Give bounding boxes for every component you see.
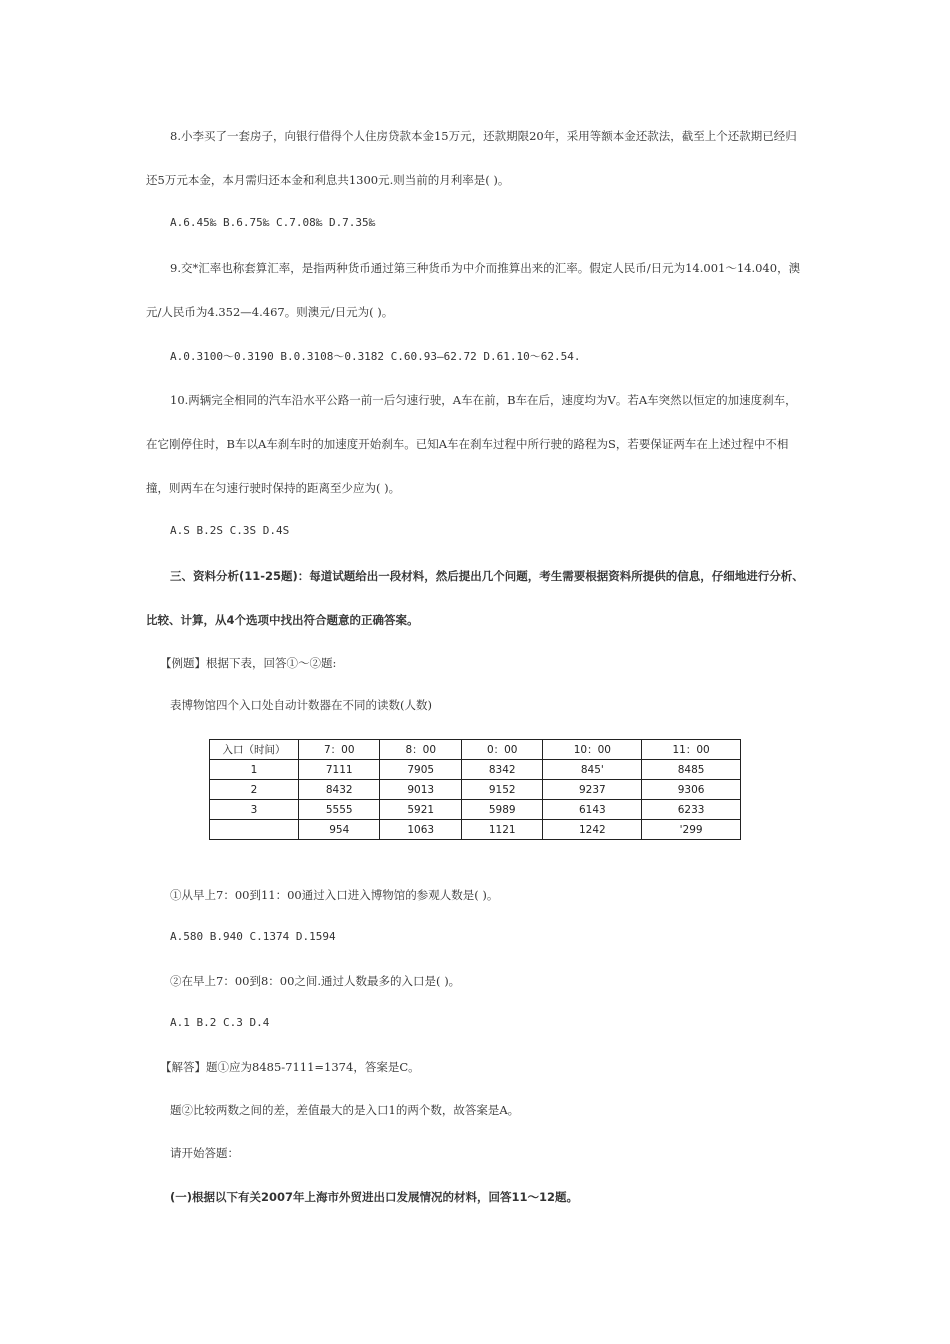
table-cell: 8432 xyxy=(299,780,380,800)
header-cell: 入口（时间） xyxy=(210,740,299,760)
table-cell: 7905 xyxy=(380,760,461,780)
example-answer-1: 【解答】题①应为8485-7111=1374，答案是C。 xyxy=(160,1060,420,1074)
table-row xyxy=(210,760,741,780)
example-question-2-options: A.1 B.2 C.3 D.4 xyxy=(170,1016,270,1029)
table-cell: 5921 xyxy=(380,800,461,820)
part-1-heading: (一)根据以下有关2007年上海市外贸进出口发展情况的材料，回答11～12题。 xyxy=(170,1190,579,1204)
table-cell: 5989 xyxy=(461,800,542,820)
table-cell: 8485 xyxy=(642,760,741,780)
question-10-options: A.S B.2S C.3S D.4S xyxy=(170,524,290,537)
table-row xyxy=(210,820,741,840)
example-intro: 【例题】根据下表，回答①～②题: xyxy=(160,656,337,670)
question-9-text: 9.交*汇率也称套算汇率，是指两种货币通过第三种货币为中介而推算出来的汇率。假定人民币/日元为14.001～14.040，澳元/人民币为4.352—4.467。则澳元/日元为( )。 xyxy=(146,261,801,319)
header-cell: 8：00 xyxy=(380,740,461,760)
table-cell: 6233 xyxy=(642,800,741,820)
table-header-row xyxy=(210,740,741,760)
table-cell: 9306 xyxy=(642,780,741,800)
table-cell: 1121 xyxy=(461,820,542,840)
counter-table xyxy=(209,739,741,840)
section-3-heading: 三、资料分析(11-25题)：每道试题给出一段材料，然后提出几个问题，考生需要根据资料所提供的信息，仔细地进行分析、比较、计算，从4个选项中找出符合题意的正确答案。 xyxy=(146,569,804,627)
table-cell: 1 xyxy=(210,760,299,780)
table-cell: '299 xyxy=(642,820,741,840)
header-cell: 7：00 xyxy=(299,740,380,760)
table-title: 表博物馆四个入口处自动计数器在不同的读数(人数) xyxy=(170,698,432,712)
question-9-options: A.0.3100～0.3190 B.0.3108～0.3182 C.60.93—62.72 D.61.10～62.54. xyxy=(170,350,581,363)
table-cell: 9152 xyxy=(461,780,542,800)
table-row xyxy=(210,800,741,820)
table-cell: 9237 xyxy=(543,780,642,800)
table-cell: 8342 xyxy=(461,760,542,780)
table-cell xyxy=(210,820,299,840)
table-row xyxy=(210,780,741,800)
example-answer-2: 题②比较两数之间的差，差值最大的是入口1的两个数，故答案是A。 xyxy=(170,1103,520,1117)
table-cell: 954 xyxy=(299,820,380,840)
example-question-1: ①从早上7：00到11：00通过入口进入博物馆的参观人数是( )。 xyxy=(170,888,499,902)
question-8-options: A.6.45‰ B.6.75‰ C.7.08‰ D.7.35‰ xyxy=(170,216,376,229)
table-cell: 1242 xyxy=(543,820,642,840)
start-prompt: 请开始答题： xyxy=(170,1146,239,1160)
header-cell: 0：00 xyxy=(461,740,542,760)
table-cell: 5555 xyxy=(299,800,380,820)
table-cell: 1063 xyxy=(380,820,461,840)
question-10-text: 10.两辆完全相同的汽车沿水平公路一前一后匀速行驶，A车在前，B车在后，速度均为V。若A车突然以恒定的加速度刹车，在它刚停住时，B车以A车刹车时的加速度开始刹车。已知A车在刹车过程中所行驶的路程为S，若要保证两车在上述过程中不相撞，则两车在匀速行驶时保持的距离至少应为( )。 xyxy=(146,393,797,495)
question-8-text: 8.小李买了一套房子，向银行借得个人住房贷款本金15万元，还款期限20年，采用等额本金还款法，截至上个还款期已经归还5万元本金，本月需归还本金和利息共1300元.则当前的月利率是( )。 xyxy=(146,129,797,187)
table-cell: 2 xyxy=(210,780,299,800)
example-question-2: ②在早上7：00到8：00之间.通过人数最多的入口是( )。 xyxy=(170,974,461,988)
table-cell: 7111 xyxy=(299,760,380,780)
example-question-1-options: A.580 B.940 C.1374 D.1594 xyxy=(170,930,336,943)
table-cell: 3 xyxy=(210,800,299,820)
table-cell: 9013 xyxy=(380,780,461,800)
table-cell: 845' xyxy=(543,760,642,780)
header-cell: 10：00 xyxy=(543,740,642,760)
header-cell: 11：00 xyxy=(642,740,741,760)
table-cell: 6143 xyxy=(543,800,642,820)
